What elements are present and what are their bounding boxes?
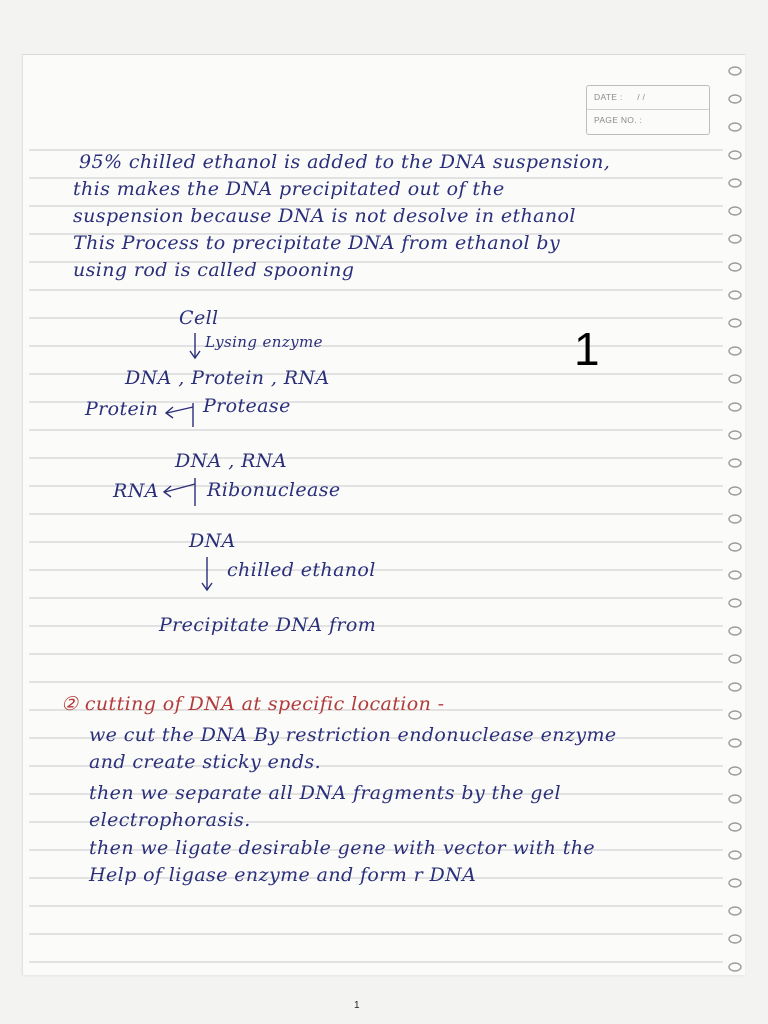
spiral-ring xyxy=(729,543,741,551)
flow-protease: Protease xyxy=(203,395,291,417)
spiral-ring xyxy=(729,95,741,103)
spiral-ring xyxy=(729,459,741,467)
spiral-ring xyxy=(729,711,741,719)
section-2-line-6: Help of ligase enzyme and form r DNA xyxy=(89,864,477,886)
spiral-ring xyxy=(729,375,741,383)
page-no-label: PAGE NO. : xyxy=(594,115,643,125)
spiral-ring xyxy=(729,403,741,411)
spiral-ring xyxy=(729,683,741,691)
paragraph-1-line-5: using rod is called spooning xyxy=(73,259,355,281)
section-2-line-5: then we ligate desirable gene with vector with the xyxy=(89,837,596,859)
spiral-ring xyxy=(729,571,741,579)
section-2-heading: ② cutting of DNA at specific location - xyxy=(61,693,445,715)
spiral-ring xyxy=(729,739,741,747)
spiral-ring xyxy=(729,151,741,159)
section-2-line-3: then we separate all DNA fragments by the gel xyxy=(89,782,561,804)
spiral-ring xyxy=(729,599,741,607)
notebook-page xyxy=(22,54,745,975)
spiral-ring xyxy=(729,179,741,187)
flow-ribonuclease: Ribonuclease xyxy=(207,479,341,501)
spiral-ring xyxy=(729,235,741,243)
arrow-down-2 xyxy=(201,555,217,593)
flow-precipitate-dna: Precipitate DNA from xyxy=(159,614,377,636)
paragraph-1-line-2: this makes the DNA precipitated out of the xyxy=(73,178,505,200)
spiral-ring xyxy=(729,907,741,915)
flow-rna: RNA xyxy=(113,480,159,502)
paragraph-1-line-3: suspension because DNA is not desolve in ethanol xyxy=(73,205,576,227)
spiral-binding xyxy=(723,55,749,975)
spiral-ring xyxy=(729,487,741,495)
arrow-down-1 xyxy=(189,331,205,361)
spiral-ring xyxy=(729,207,741,215)
paragraph-1-line-4: This Process to precipitate DNA from ethanol by xyxy=(73,232,561,254)
flow-dna: DNA xyxy=(189,530,236,552)
spiral-ring xyxy=(729,823,741,831)
spiral-ring xyxy=(729,795,741,803)
spiral-ring xyxy=(729,123,741,131)
section-2-line-2: and create sticky ends. xyxy=(89,751,322,773)
spiral-ring xyxy=(729,263,741,271)
spiral-ring xyxy=(729,515,741,523)
section-2-line-1: we cut the DNA By restriction endonuclease enzyme xyxy=(89,724,617,746)
arrow-left-protein xyxy=(161,399,197,429)
flow-lysing-enzyme: Lysing enzyme xyxy=(205,333,323,351)
date-page-box xyxy=(586,85,710,135)
spiral-ring xyxy=(729,291,741,299)
flow-protein: Protein xyxy=(85,398,159,420)
flow-dna-protein-rna: DNA , Protein , RNA xyxy=(125,367,330,389)
spiral-ring xyxy=(729,767,741,775)
spiral-ring xyxy=(729,347,741,355)
spiral-ring xyxy=(729,851,741,859)
spiral-ring xyxy=(729,879,741,887)
spiral-ring xyxy=(729,655,741,663)
page-number-badge: 1 xyxy=(574,323,600,375)
spiral-ring xyxy=(729,67,741,75)
flow-chilled-ethanol: chilled ethanol xyxy=(227,559,376,581)
footer-page-number: 1 xyxy=(354,1000,360,1011)
date-label: DATE : / / xyxy=(594,92,646,102)
spiral-ring xyxy=(729,963,741,971)
spiral-ring xyxy=(729,627,741,635)
spiral-ring xyxy=(729,319,741,327)
flow-dna-rna: DNA , RNA xyxy=(175,450,287,472)
section-2-line-4: electrophorasis. xyxy=(89,809,251,831)
spiral-ring xyxy=(729,935,741,943)
spiral-ring xyxy=(729,431,741,439)
arrow-left-rna xyxy=(159,476,199,510)
paragraph-1-line-1: 95% chilled ethanol is added to the DNA suspension, xyxy=(79,151,611,173)
flow-cell: Cell xyxy=(179,307,219,329)
date-value: / / xyxy=(637,92,646,102)
